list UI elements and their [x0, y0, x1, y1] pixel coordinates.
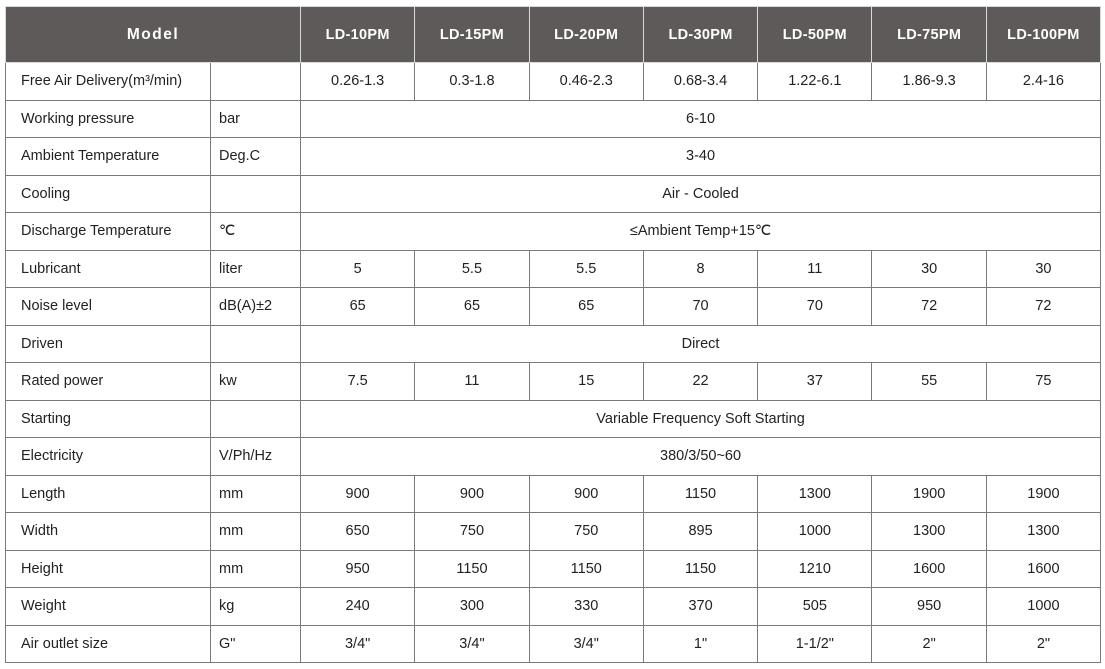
table-cell: 950 — [872, 588, 986, 626]
row-label: Electricity — [6, 438, 211, 476]
row-label: Working pressure — [6, 100, 211, 138]
model-column-header: LD-50PM — [758, 7, 872, 63]
model-column-header: LD-15PM — [415, 7, 529, 63]
table-cell: 65 — [415, 288, 529, 326]
table-cell: 750 — [529, 513, 643, 551]
table-cell: 1150 — [643, 550, 757, 588]
shared-value-cell: Variable Frequency Soft Starting — [301, 400, 1101, 438]
row-label: Discharge Temperature — [6, 213, 211, 251]
row-label: Driven — [6, 325, 211, 363]
table-cell: 1900 — [872, 475, 986, 513]
table-row — [6, 63, 1101, 101]
table-cell: 895 — [643, 513, 757, 551]
table-cell: 1300 — [758, 475, 872, 513]
table-cell: 5.5 — [415, 250, 529, 288]
table-cell: 0.26-1.3 — [301, 63, 415, 101]
row-unit: mm — [211, 513, 301, 551]
row-label: Rated power — [6, 363, 211, 401]
shared-value-cell: ≤Ambient Temp+15℃ — [301, 213, 1101, 251]
row-label: Weight — [6, 588, 211, 626]
table-cell: 1600 — [986, 550, 1100, 588]
row-unit: mm — [211, 550, 301, 588]
table-row — [6, 213, 1101, 251]
table-row — [6, 550, 1101, 588]
shared-value-cell: 3-40 — [301, 138, 1101, 176]
row-label: Length — [6, 475, 211, 513]
header-row — [6, 7, 1101, 63]
model-column-header: LD-75PM — [872, 7, 986, 63]
table-cell: 1150 — [415, 550, 529, 588]
table-cell: 2.4-16 — [986, 63, 1100, 101]
table-cell: 900 — [301, 475, 415, 513]
row-label: Noise level — [6, 288, 211, 326]
shared-value-cell: 6-10 — [301, 100, 1101, 138]
table-cell: 65 — [301, 288, 415, 326]
row-unit: kw — [211, 363, 301, 401]
row-unit — [211, 175, 301, 213]
table-cell: 65 — [529, 288, 643, 326]
table-cell: 650 — [301, 513, 415, 551]
table-cell: 8 — [643, 250, 757, 288]
table-cell: 5.5 — [529, 250, 643, 288]
row-label: Width — [6, 513, 211, 551]
table-cell: 30 — [872, 250, 986, 288]
table-cell: 1600 — [872, 550, 986, 588]
row-unit: Deg.C — [211, 138, 301, 176]
table-cell: 37 — [758, 363, 872, 401]
row-unit: liter — [211, 250, 301, 288]
model-header: Model — [6, 7, 301, 63]
table-body — [6, 63, 1101, 663]
table-row — [6, 325, 1101, 363]
table-cell: 1300 — [872, 513, 986, 551]
table-cell: 3/4" — [529, 625, 643, 663]
model-column-header: LD-100PM — [986, 7, 1100, 63]
row-unit: mm — [211, 475, 301, 513]
row-unit: V/Ph/Hz — [211, 438, 301, 476]
table-cell: 72 — [872, 288, 986, 326]
table-cell: 505 — [758, 588, 872, 626]
table-cell: 2" — [986, 625, 1100, 663]
row-unit: G" — [211, 625, 301, 663]
spec-table — [5, 6, 1101, 663]
row-label: Air outlet size — [6, 625, 211, 663]
table-cell: 0.3-1.8 — [415, 63, 529, 101]
table-cell: 1900 — [986, 475, 1100, 513]
table-cell: 1300 — [986, 513, 1100, 551]
row-unit: dB(A)±2 — [211, 288, 301, 326]
table-row — [6, 625, 1101, 663]
shared-value-cell: 380/3/50~60 — [301, 438, 1101, 476]
table-cell: 11 — [415, 363, 529, 401]
model-column-header: LD-30PM — [643, 7, 757, 63]
table-cell: 15 — [529, 363, 643, 401]
table-cell: 1.22-6.1 — [758, 63, 872, 101]
table-cell: 72 — [986, 288, 1100, 326]
table-cell: 75 — [986, 363, 1100, 401]
table-row — [6, 138, 1101, 176]
table-cell: 1150 — [529, 550, 643, 588]
table-row — [6, 288, 1101, 326]
row-unit — [211, 400, 301, 438]
table-cell: 330 — [529, 588, 643, 626]
table-cell: 55 — [872, 363, 986, 401]
table-row — [6, 588, 1101, 626]
table-cell: 3/4" — [301, 625, 415, 663]
shared-value-cell: Air - Cooled — [301, 175, 1101, 213]
table-row — [6, 475, 1101, 513]
table-cell: 240 — [301, 588, 415, 626]
table-cell: 1.86-9.3 — [872, 63, 986, 101]
row-unit — [211, 325, 301, 363]
table-cell: 750 — [415, 513, 529, 551]
table-cell: 3/4" — [415, 625, 529, 663]
table-cell: 1" — [643, 625, 757, 663]
table-row — [6, 175, 1101, 213]
row-unit — [211, 63, 301, 101]
table-cell: 1-1/2" — [758, 625, 872, 663]
table-cell: 2" — [872, 625, 986, 663]
row-label: Starting — [6, 400, 211, 438]
table-cell: 300 — [415, 588, 529, 626]
table-cell: 30 — [986, 250, 1100, 288]
table-cell: 1000 — [986, 588, 1100, 626]
table-row — [6, 100, 1101, 138]
table-cell: 950 — [301, 550, 415, 588]
table-cell: 0.46-2.3 — [529, 63, 643, 101]
row-label: Cooling — [6, 175, 211, 213]
row-label: Ambient Temperature — [6, 138, 211, 176]
row-unit: kg — [211, 588, 301, 626]
table-cell: 900 — [529, 475, 643, 513]
spec-table-container — [5, 6, 1100, 663]
row-unit: ℃ — [211, 213, 301, 251]
table-row — [6, 438, 1101, 476]
shared-value-cell: Direct — [301, 325, 1101, 363]
table-row — [6, 400, 1101, 438]
model-column-header: LD-20PM — [529, 7, 643, 63]
table-cell: 1150 — [643, 475, 757, 513]
table-row — [6, 250, 1101, 288]
table-cell: 900 — [415, 475, 529, 513]
model-column-header: LD-10PM — [301, 7, 415, 63]
table-row — [6, 363, 1101, 401]
row-label: Height — [6, 550, 211, 588]
table-cell: 70 — [643, 288, 757, 326]
row-label: Lubricant — [6, 250, 211, 288]
table-cell: 1000 — [758, 513, 872, 551]
row-label: Free Air Delivery(m³/min) — [6, 63, 211, 101]
table-cell: 7.5 — [301, 363, 415, 401]
table-row — [6, 513, 1101, 551]
row-unit: bar — [211, 100, 301, 138]
table-cell: 0.68-3.4 — [643, 63, 757, 101]
table-cell: 70 — [758, 288, 872, 326]
table-cell: 11 — [758, 250, 872, 288]
table-cell: 5 — [301, 250, 415, 288]
table-cell: 370 — [643, 588, 757, 626]
table-cell: 1210 — [758, 550, 872, 588]
table-cell: 22 — [643, 363, 757, 401]
